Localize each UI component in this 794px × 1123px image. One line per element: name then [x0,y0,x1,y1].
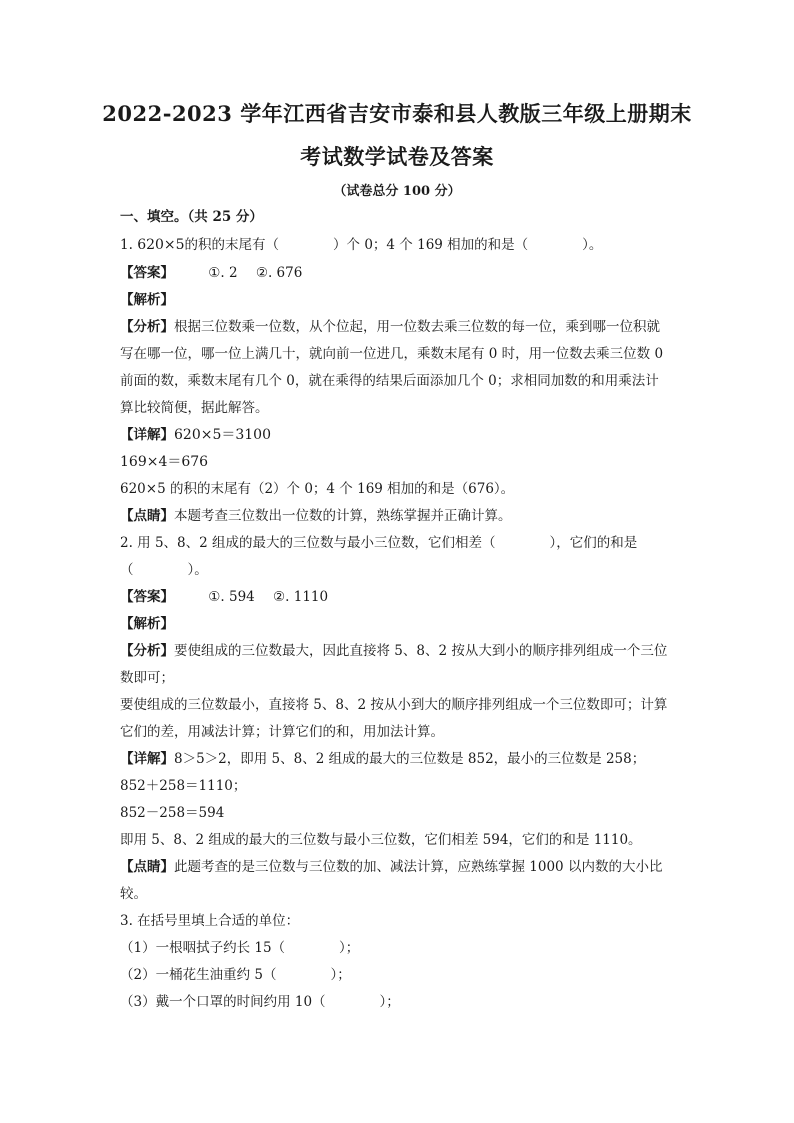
question-3-item: （2）一桶花生油重约 5（ ）； [120,967,351,983]
document-title-line1: 2022-2023 学年江西省吉安市泰和县人教版三年级上册期末 [102,101,692,126]
analysis-line: 它们的差，用减法计算；计算它们的和，用加法计算。 [120,724,444,740]
detail-line [120,746,680,773]
document-title-line2: 考试数学试卷及答案 [300,144,494,169]
detail-line: 即用 5、8、2 组成的最大的三位数与最小三位数，它们相差 594，它们的和是 1110。 [120,832,642,848]
fenxi-tag: 【分析】 [120,643,174,659]
question-1 [120,231,680,260]
detail-line: 852－258＝594 [120,805,225,821]
detail-text: 8＞5＞2，即用 5、8、2 组成的最大的三位数是 852，最小的三位数是 258； [174,751,646,767]
analysis-line: 要使组成的三位数最小，直接将 5、8、2 按从小到大的顺序排列组成一个三位数即可；计算 [120,697,668,713]
analysis-line [120,314,680,341]
analysis-line: 前面的数，乘数末尾有几个 0，就在乘得的结果后面添加几个 0；求相同加数的和用乘法计 [120,373,659,389]
answer-1: ①. 594 [208,589,255,605]
question-3-item: （3）戴一个口罩的时间约用 10（ ）； [120,994,400,1010]
question-3-item: （1）一根咽拭子约长 15（ ）； [120,940,360,956]
answer-line [120,260,680,287]
detail-line: 169×4＝676 [120,454,209,470]
dianjing-line: 较。 [120,886,147,902]
dianjing-tag: 【点睛】 [120,508,174,524]
dianjing-line [120,503,680,530]
document-subtitle: （试卷总分 100 分） [333,184,461,199]
fenxi-tag: 【分析】 [120,319,174,335]
answer-2: ②. 1110 [273,589,329,605]
answer-line [120,584,680,611]
detail-line: 620×5 的积的末尾有（2）个 0；4 个 169 相加的和是（676）。 [120,481,515,497]
analysis-line: 算比较简便，据此解答。 [120,400,269,416]
section-heading: 一、填空。（共 25 分） [120,209,263,225]
dianjing-tag: 【点睛】 [120,859,174,875]
dianjing-text: 本题考查三位数出一位数的计算，熟练掌握并正确计算。 [174,508,512,524]
detail-tag: 【详解】 [120,427,174,443]
answer-1: ①. 2 [208,265,238,281]
detail-line: 852＋258＝1110； [120,778,247,794]
question-text: 的积的末尾有（ ）个 0；4 个 169 相加的和是（ ）。 [184,237,603,253]
answer-2: ②. 676 [255,265,303,281]
question-3: 3. 在括号里填上合适的单位： [120,913,300,929]
detail-tag: 【详解】 [120,751,174,767]
analysis-tag: 【解析】 [120,616,174,632]
answer-tag: 【答案】 [120,265,174,281]
question-2-cont: （ ）。 [120,562,208,578]
analysis-tag: 【解析】 [120,292,174,308]
fenxi-text: 要使组成的三位数最大，因此直接将 5、8、2 按从大到小的顺序排列组成一个三位 [174,643,668,659]
detail-text: 620×5＝3100 [174,427,271,443]
detail-line [120,422,680,449]
document-body [120,204,680,1016]
answer-tag: 【答案】 [120,589,174,605]
question-2: 2. 用 5、8、2 组成的最大的三位数与最小三位数，它们相差（ ），它们的和是 [120,535,638,551]
analysis-line: 数即可； [120,670,174,686]
fenxi-text: 根据三位数乘一位数，从个位起，用一位数去乘三位数的每一位，乘到哪一位积就 [174,319,660,335]
dianjing-text: 此题考查的是三位数与三位数的加、减法计算，应熟练掌握 1000 以内数的大小比 [174,859,663,875]
analysis-line [120,638,680,665]
analysis-line: 写在哪一位，哪一位上满几十，就向前一位进几，乘数末尾有 0 时，用一位数去乘三位数 0 [120,346,664,362]
question-number: 1. [120,237,133,253]
dianjing-line [120,854,680,881]
question-expression: 620×5 [137,237,185,253]
